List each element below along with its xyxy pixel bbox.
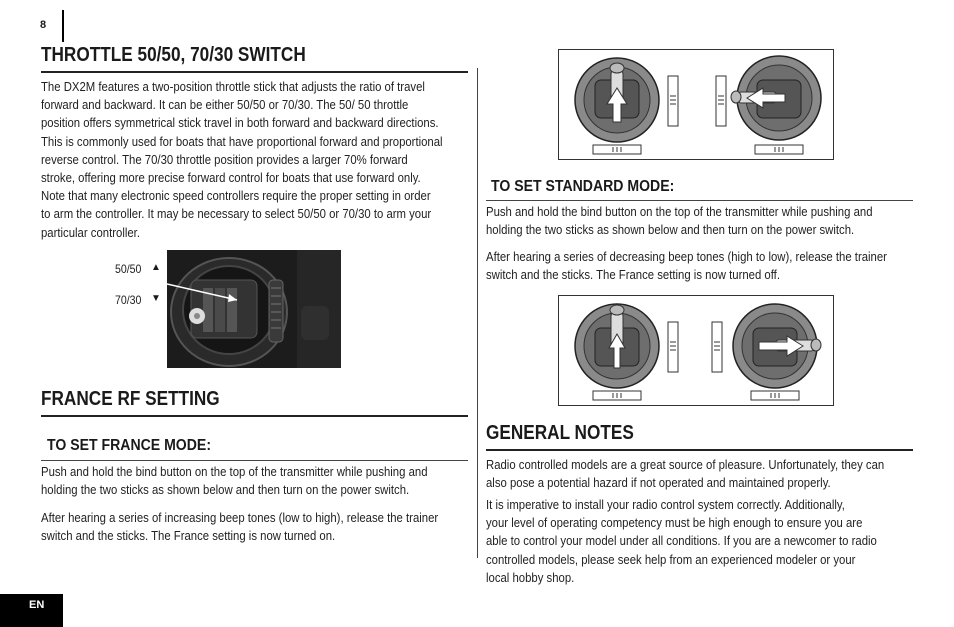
text-line: position offers symmetrical stick travel in both forward and backward directions. <box>41 115 439 131</box>
throttle-heading-rule <box>41 71 468 73</box>
france-paragraph-1 <box>41 463 471 499</box>
text-line: After hearing a series of increasing beep tones (low to high), release the trainer <box>41 510 439 525</box>
text-line: holding the two sticks as shown below and then turn on the power switch. <box>486 222 855 238</box>
text-line: switch and the sticks. The France setting is now turned off. <box>486 267 780 283</box>
page-number-divider <box>62 10 64 42</box>
standard-paragraph-2 <box>486 248 916 284</box>
text-line: Push and hold the bind button on the top of the transmitter while pushing and <box>486 204 873 219</box>
text-line: Push and hold the bind button on the top of the transmitter while pushing and <box>41 464 428 479</box>
text-line: Radio controlled models are a great source of pleasure. Unfortunately, they can <box>486 457 885 472</box>
text-line: local hobby shop. <box>486 569 575 585</box>
column-divider <box>477 68 478 558</box>
text-line: holding the two sticks as shown below and then turn on the power switch. <box>41 482 410 498</box>
general-paragraph-1 <box>486 456 916 492</box>
text-line: to arm the controller. It may be necessary to select 50/50 or 70/30 to arm your <box>41 206 432 222</box>
general-heading: GENERAL NOTES <box>486 422 634 444</box>
general-paragraph-2 <box>486 496 916 587</box>
text-line: After hearing a series of decreasing beep tones (high to low), release the trainer <box>486 249 887 264</box>
text-line: reverse control. The 70/30 throttle position provides a larger 70% forward <box>41 151 408 167</box>
standard-subheading-rule <box>486 200 913 201</box>
france-paragraph-2 <box>41 509 471 545</box>
page-number: 8 <box>40 19 47 31</box>
throttle-heading: THROTTLE 50/50, 70/30 SWITCH <box>41 44 306 66</box>
text-line: forward and backward. It can be either 50/50 or 70/30. The 50/ 50 throttle <box>41 97 409 113</box>
text-line: able to control your model under all conditions. If you are a newcomer to radio <box>486 533 877 549</box>
label-7030: 70/30 <box>115 293 142 307</box>
arrow-up-icon: ▲ <box>151 262 161 273</box>
text-line: stroke, offering more precise forward control for boats that use forward only. <box>41 170 421 186</box>
throttle-paragraph <box>41 78 471 242</box>
text-line: also pose a potential hazard if not operated and maintained properly. <box>486 475 831 491</box>
france-subheading-rule <box>41 460 468 461</box>
general-heading-rule <box>486 449 913 451</box>
text-line: your level of operating competency must be high enough to ensure you are <box>486 515 863 531</box>
text-line: particular controller. <box>41 224 140 240</box>
france-subheading: TO SET FRANCE MODE: <box>47 437 212 454</box>
text-line: Note that many electronic speed controllers require the proper setting in order <box>41 188 431 204</box>
language-tab <box>0 594 63 627</box>
arrow-down-icon: ▼ <box>151 293 161 304</box>
text-line: The DX2M features a two-position throttle stick that adjusts the ratio of travel <box>41 79 425 94</box>
standard-mode-sticks-diagram <box>558 295 834 406</box>
standard-paragraph-1 <box>486 203 916 239</box>
france-mode-sticks-diagram <box>558 49 834 160</box>
label-5050: 50/50 <box>115 262 142 276</box>
france-heading: FRANCE RF SETTING <box>41 388 220 410</box>
throttle-switch-photo <box>167 250 341 368</box>
france-heading-rule <box>41 415 468 417</box>
text-line: controlled models, please seek help from an experienced modeler or your <box>486 551 856 567</box>
text-line: It is imperative to install your radio control system correctly. Additionally, <box>486 497 845 512</box>
standard-subheading: TO SET STANDARD MODE: <box>491 178 675 195</box>
language-tab-label: EN <box>29 599 45 611</box>
text-line: This is commonly used for boats that have proportional forward and proportional <box>41 133 443 149</box>
text-line: switch and the sticks. The France setting is now turned on. <box>41 528 336 544</box>
